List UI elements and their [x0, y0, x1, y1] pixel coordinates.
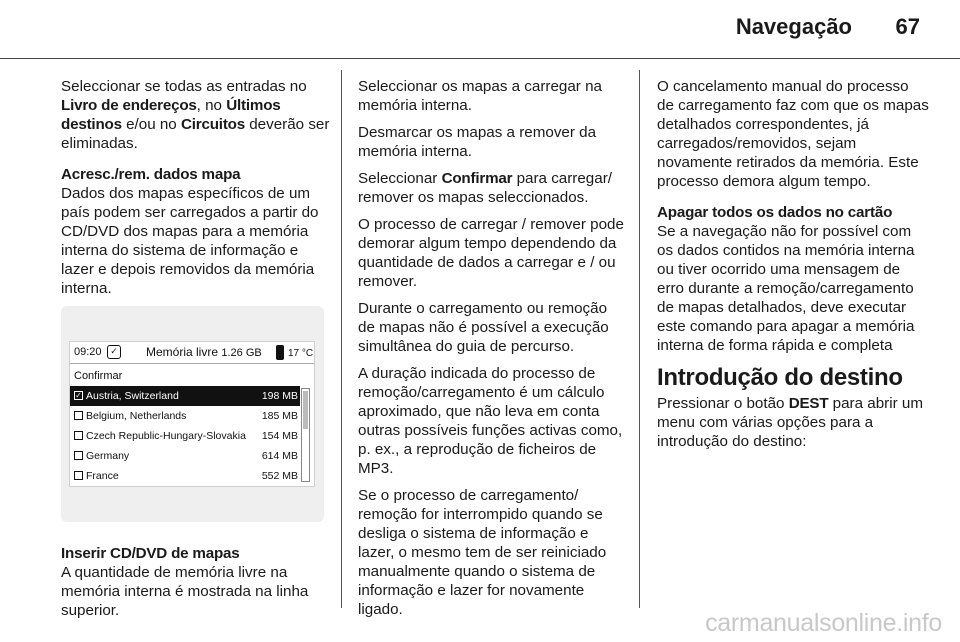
checkbox-icon[interactable]: [74, 431, 83, 440]
bold-term: Últimos destinos: [61, 97, 281, 133]
screen-figure: [61, 306, 324, 522]
list-item[interactable]: Czech Republic-Hungary-Slovakia 154 MB: [70, 426, 300, 446]
page-title: Navegação: [735, 14, 852, 39]
bold-term: Circuitos: [180, 116, 246, 133]
checkbox-icon[interactable]: [74, 471, 83, 480]
section: [657, 203, 929, 355]
paragraph: Seleccionar Confirmar para carregar/ remover os mapas seleccionados.: [358, 170, 612, 206]
section-body: Se a navegação não for possível com os dados contidos na memória interna ou tiver ocorrido uma mensagem de erro durante a remoção/carregamento de mapas detalhados, deve executar este comando para apagar a memória interna de forma rápida e completa: [657, 223, 915, 354]
column-1: [61, 77, 333, 628]
checked-checkbox-icon[interactable]: ✓: [75, 391, 82, 400]
list-item[interactable]: Belgium, Netherlands 185 MB: [70, 406, 300, 426]
section-body: Dados dos mapas específicos de um país podem ser carregados a partir do CD/DVD dos mapas para a memória interna do sistema de informação e lazer e depois removidos da memória interna.: [61, 185, 319, 297]
column-3: [657, 77, 929, 459]
temperature: 17 °C: [288, 348, 314, 359]
navigation-icon: ✓: [107, 345, 121, 359]
confirm-button[interactable]: Confirmar: [74, 370, 123, 382]
paragraph: Seleccionar os mapas a carregar na memória interna.: [358, 78, 602, 114]
free-memory: Memória livre 1.26 GB: [146, 345, 262, 359]
paragraph: A duração indicada do processo de remoção/carregamento é um cálculo aproximado, que não leva em conta outras possíveis funções activas como, p. ex., a reprodução de ficheiros de MP3.: [358, 365, 623, 477]
paragraph: Se o processo de carregamento/ remoção for interrompido quando se desliga o sistema de informação e lazer, o mesmo tem de ser reiniciado manualmente quando o sistema de informação e lazer for novamente ligado.: [358, 487, 607, 618]
chapter-heading: Introdução do destino: [657, 364, 903, 391]
list-item[interactable]: ✓ Austria, Switzerland 198 MB: [70, 386, 300, 406]
paragraph: O processo de carregar / remover pode demorar algum tempo dependendo da quantidade de dados a carregar e / ou remover.: [358, 216, 624, 290]
scrollbar-thumb[interactable]: [303, 391, 308, 429]
header-rule: [0, 58, 960, 59]
phone-icon: [276, 345, 284, 360]
paragraph: Pressionar o botão DEST para abrir um menu com várias opções para a introdução do destino:: [657, 395, 923, 450]
watermark: carmanualsonline.info: [705, 609, 942, 637]
section: [61, 544, 333, 620]
paragraph: O cancelamento manual do processo de carregamento faz com que os mapas detalhados correspondentes, já carregados/removidos, sejam novamente retirados da memória. Este processo demora algum tempo.: [657, 78, 929, 190]
infotainment-screen: [69, 341, 315, 487]
scrollbar[interactable]: [301, 388, 310, 482]
list-item[interactable]: France 552 MB: [70, 466, 300, 486]
section-body: A quantidade de memória livre na memória interna é mostrada na linha superior.: [61, 564, 309, 619]
bold-term: Livro de endereços: [61, 97, 197, 114]
list-item[interactable]: Germany 614 MB: [70, 446, 300, 466]
bold-term: Confirmar: [441, 170, 513, 187]
paragraph: Durante o carregamento ou remoção de mapas não é possível a execução simultânea do guia de percurso.: [358, 300, 609, 355]
checkbox-icon[interactable]: [74, 411, 83, 420]
paragraph: Seleccionar se todas as entradas no Livro de endereços, no Últimos destinos e/ou no Circuitos deverão ser eliminadas.: [61, 78, 330, 152]
section-heading: Acresc./rem. dados mapa: [61, 166, 241, 183]
page-number: 67: [895, 14, 920, 39]
clock: 09:20: [74, 346, 102, 358]
column-2: [358, 77, 626, 627]
paragraph: Desmarcar os mapas a remover da memória interna.: [358, 124, 597, 160]
column-divider: [639, 70, 640, 608]
column-divider: [341, 70, 342, 608]
checkbox-icon[interactable]: [74, 451, 83, 460]
section-heading: Apagar todos os dados no cartão: [657, 204, 893, 221]
section-heading: Inserir CD/DVD de mapas: [61, 545, 240, 562]
status-bar: [70, 342, 314, 364]
bold-term: DEST: [788, 395, 829, 412]
section: [61, 165, 333, 298]
page-header: [0, 0, 960, 58]
map-list: [70, 386, 300, 486]
